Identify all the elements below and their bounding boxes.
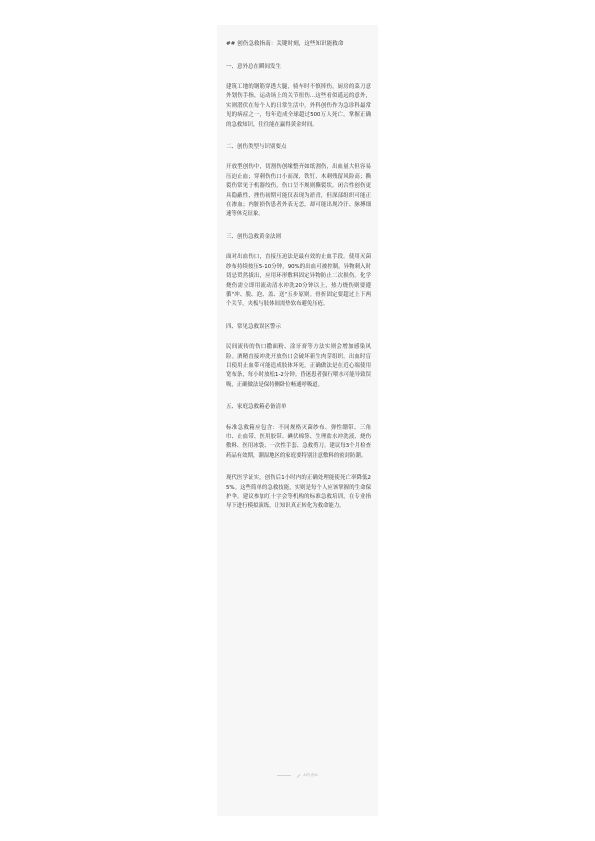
document-title: ## 创伤急救指南：关键时刻，这些知识能救命 — [226, 41, 344, 47]
closing-paragraph: 现代医学证实，创伤后1小时内的正确处理能使死亡率降低25%。这些简单的急救技能，实则是每个人应该掌握的生命保护伞。建议参加红十字会等机构的标准急救培训，在专业指导下进行模拟演练，让知识真正转化为救命能力。 — [226, 475, 371, 510]
section-heading-5: 五、家庭急救箱必备清单 — [226, 404, 287, 411]
section-paragraph-3: 面对出血伤口，直接压迫法是最有效的止血手段。使用灭菌纱布持续按压5-10分钟，90%的出血可被控制。异物刺入时切忌贸然拔出，应用环形敷料固定异物防止二次损伤。化学烧伤需立即用流动清水冲洗20分钟以上，热力烧伤则要遵循"冲、脱、泡、盖、送"五步原则。骨折固定要超过上下两个关节，夹板与肢体间需垫软布避免压疮。 — [226, 254, 371, 308]
section-paragraph-4: 民间流传的伤口撒面粉、涂牙膏等方法实则会增加感染风险。酒精直接冲洗开放伤口会破坏新生肉芽组织。出血时盲目使用止血带可能造成肢体坏死，正确做法是在近心端使用宽布条，每小时放松1-2分钟。昏迷患者强行喂水可能导致误吸，正确做法是保持侧卧位畅通呼吸道。 — [226, 344, 371, 388]
section-heading-4: 四、常见急救误区警示 — [226, 323, 282, 330]
document-page — [217, 25, 378, 816]
pen-icon — [296, 773, 301, 778]
section-heading-3: 三、创伤急救黄金法则 — [226, 233, 282, 240]
section-heading-1: 一、意外总在瞬间发生 — [226, 63, 282, 70]
section-paragraph-5: 标准急救箱应包含：不同规格灭菌纱布、弹性绷带、三角巾、止血带、医用胶带、碘伏棉签、生理盐水冲洗液、烧伤敷料、医用冰袋、一次性手套、急救剪刀。建议每3个月检查药品有效期，潮湿地区的家庭要特别注意敷料的密封防潮。 — [226, 424, 371, 459]
footer-divider — [277, 775, 291, 776]
section-heading-2: 二、创伤类型与识别要点 — [226, 144, 287, 151]
footer — [217, 772, 378, 778]
section-paragraph-1: 建筑工地的钢筋穿透大腿，骑车时不慎摔伤，厨房的菜刀意外划伤手指，运动场上的关节扭伤...这些看似遥远的意外，实则潜伏在每个人的日常生活中。外科创伤作为急诊科最常见的病症之一，每年造成全球超过500万人死亡。掌握正确的急救知识，往往能在赢得黄金时间。 — [226, 84, 371, 128]
footer-brand — [296, 772, 317, 778]
section-paragraph-2: 开放型创伤中，切割伤创缘整齐如纸割伤，出血量大但容易压迫止血；穿刺伤伤口小而深，铁钉、木刺残留风险高；撕裂伤常见于机器绞伤，伤口呈不规则撕裂状。闭合性创伤更具隐蔽性，挫伤初期可能仅表现为淤青，但深部组织可能正在渗血；内脏损伤患者外表无恙，却可能出现冷汗、脉搏细速等休克征象。 — [226, 164, 371, 218]
footer-brand-label: AI作者AI — [303, 773, 318, 777]
